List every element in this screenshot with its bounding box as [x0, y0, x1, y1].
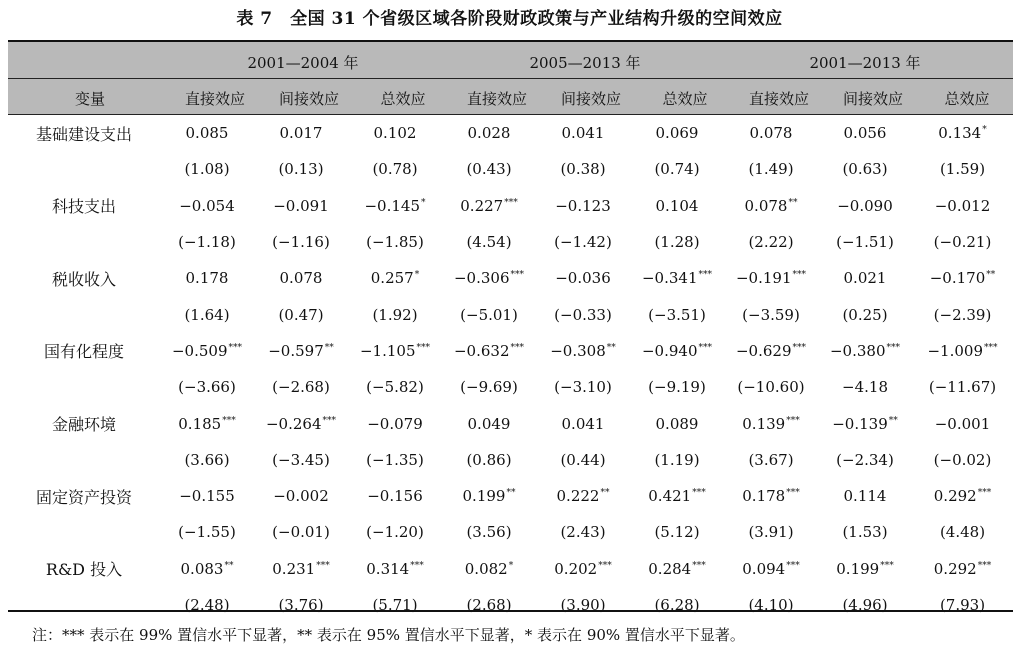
t-statistic-cell: (4.10): [748, 596, 794, 614]
t-statistic-cell: (4.48): [939, 523, 986, 542]
significance-marker: ***: [880, 560, 894, 571]
variable-name: 基础建设支出: [35, 124, 132, 144]
coefficient-cell: [348, 405, 442, 441]
empty-cell: [8, 442, 160, 478]
coefficient-row: [8, 551, 1013, 587]
t-statistic-cell: (−5.01): [460, 305, 518, 324]
column-header: 间接效应: [278, 90, 339, 108]
coefficient-cell: [818, 188, 912, 224]
coefficient-value: 0.089: [655, 414, 699, 433]
coefficient-value: 0.078: [744, 196, 788, 215]
coefficient-cell: [254, 551, 348, 587]
coefficient-cell: [348, 333, 442, 369]
t-statistic-row: [8, 514, 1013, 550]
coefficient-cell: [348, 478, 442, 514]
coefficient-cell: [630, 478, 724, 514]
significance-marker: ***: [977, 560, 992, 571]
empty-cell: [8, 514, 160, 550]
coefficient-row: [8, 260, 1013, 296]
significance-marker: *: [414, 270, 420, 281]
variable-name: 国有化程度: [43, 342, 124, 362]
significance-marker: ***: [984, 342, 998, 353]
significance-marker: ***: [222, 415, 236, 426]
coefficient-cell: [724, 260, 818, 296]
t-statistic-cell: (0.13): [278, 160, 324, 179]
t-statistic-cell: (1.92): [372, 305, 418, 324]
table-note: 注：*** 表示在 99% 置信水平下显著，** 表示在 95% 置信水平下显著，* 表示在 90% 置信水平下显著。: [32, 626, 745, 644]
t-statistic-cell: (−1.35): [366, 450, 424, 469]
significance-marker: ***: [410, 560, 424, 571]
coefficient-cell: [912, 333, 1013, 369]
t-statistic-cell: (1.64): [184, 305, 230, 324]
coefficient-value: −0.091: [273, 196, 329, 215]
significance-marker: *: [421, 197, 426, 208]
coefficient-value: 0.284: [648, 559, 692, 578]
t-statistic-cell: (−1.85): [366, 233, 424, 252]
t-statistic-cell: (−11.67): [928, 378, 997, 397]
coefficient-cell: [818, 478, 912, 514]
t-statistic-cell: (−0.01): [272, 523, 330, 542]
t-statistic-cell: (4.96): [842, 596, 888, 614]
column-header: 总效应: [380, 90, 426, 108]
coefficient-cell: [818, 551, 912, 587]
coefficient-cell: [536, 188, 630, 224]
coefficient-value: −1.009: [927, 341, 983, 360]
coefficient-value: −0.308: [550, 341, 606, 360]
t-statistic-cell: (3.67): [748, 450, 794, 469]
t-statistic-cell: (5.71): [372, 596, 418, 614]
coefficient-cell: [160, 333, 254, 369]
coefficient-cell: [442, 115, 536, 151]
t-statistic-cell: (−3.66): [178, 378, 236, 397]
t-statistic-cell: (−0.02): [933, 450, 992, 469]
t-statistic-cell: (0.74): [654, 160, 700, 179]
bottom-rule: [8, 610, 1013, 612]
t-statistic-cell: (6.28): [654, 596, 700, 614]
t-statistic-row: [8, 442, 1013, 478]
coefficient-value: −0.509: [171, 341, 228, 360]
coefficient-value: 0.421: [648, 487, 692, 506]
significance-marker: ***: [416, 342, 430, 353]
coefficient-value: −0.155: [179, 487, 235, 506]
coefficient-cell: [724, 551, 818, 587]
coefficient-value: 0.178: [742, 487, 786, 506]
t-statistic-cell: (1.08): [184, 160, 230, 179]
coefficient-cell: [160, 405, 254, 441]
t-statistic-cell: (−1.18): [178, 233, 236, 252]
coefficient-value: −0.054: [179, 196, 235, 215]
table-body: [8, 115, 1013, 623]
t-statistic-cell: (3.90): [560, 596, 606, 614]
coefficient-value: 0.257: [370, 269, 414, 288]
t-statistic-cell: (2.22): [748, 233, 794, 252]
significance-marker: ***: [792, 342, 806, 353]
t-statistic-cell: (4.54): [466, 233, 512, 252]
t-statistic-cell: (1.28): [654, 233, 700, 252]
coefficient-value: 0.134: [938, 124, 982, 143]
column-header: 间接效应: [842, 90, 903, 108]
coefficient-cell: [348, 188, 442, 224]
coefficient-value: 0.178: [185, 269, 229, 288]
coefficient-cell: [348, 115, 442, 151]
t-statistic-cell: (0.44): [560, 450, 606, 469]
coefficient-value: 0.049: [467, 414, 511, 433]
coefficient-value: −0.036: [555, 269, 611, 288]
variable-name: R&D 投入: [45, 560, 123, 580]
empty-cell: [8, 369, 160, 405]
coefficient-value: 0.085: [185, 124, 229, 143]
coefficient-value: 0.056: [843, 124, 887, 143]
coefficient-value: −0.341: [641, 269, 698, 288]
empty-cell: [8, 587, 160, 623]
coefficient-value: 0.041: [561, 124, 605, 143]
significance-marker: **: [600, 488, 610, 499]
t-statistic-row: [8, 296, 1013, 332]
coefficient-cell: [442, 333, 536, 369]
coefficient-cell: [442, 478, 536, 514]
variable-name: 税收收入: [51, 269, 116, 289]
t-statistic-cell: (3.91): [748, 523, 794, 542]
variable-name: 科技支出: [51, 197, 116, 217]
coefficient-cell: [630, 115, 724, 151]
coefficient-cell: [160, 188, 254, 224]
coefficient-cell: [630, 551, 724, 587]
coefficient-cell: [442, 551, 536, 587]
significance-marker: ***: [698, 270, 712, 281]
t-statistic-cell: (−1.55): [178, 523, 236, 542]
t-statistic-cell: (1.59): [939, 160, 986, 179]
significance-marker: ***: [692, 560, 706, 571]
t-statistic-cell: (0.25): [842, 305, 888, 324]
coefficient-value: 0.028: [467, 124, 511, 143]
t-statistic-cell: (−3.10): [554, 378, 612, 397]
coefficient-cell: [818, 260, 912, 296]
significance-marker: **: [888, 415, 898, 426]
t-statistic-cell: (−3.45): [272, 450, 330, 469]
significance-marker: **: [224, 560, 234, 571]
coefficient-cell: [724, 405, 818, 441]
significance-marker: ***: [598, 560, 612, 571]
t-statistic-cell: (−2.68): [272, 378, 330, 397]
coefficient-value: −0.001: [934, 414, 991, 433]
coefficient-value: 0.082: [464, 559, 508, 578]
empty-cell: [8, 296, 160, 332]
t-statistic-row: [8, 369, 1013, 405]
significance-marker: **: [324, 342, 334, 353]
coefficient-row: [8, 478, 1013, 514]
coefficient-cell: [536, 551, 630, 587]
coefficient-value: −0.012: [934, 196, 991, 215]
significance-marker: ***: [792, 270, 806, 281]
column-header: 总效应: [662, 90, 708, 108]
coefficient-value: 0.078: [279, 269, 323, 288]
coefficient-cell: [724, 188, 818, 224]
t-statistic-cell: −4.18: [842, 378, 888, 397]
coefficient-value: 0.227: [460, 196, 504, 215]
significance-marker: ***: [504, 197, 518, 208]
variable-name: 固定资产投资: [35, 487, 132, 507]
coefficient-value: −0.306: [453, 269, 510, 288]
coefficient-value: 0.078: [749, 124, 793, 143]
t-statistic-cell: (−10.60): [737, 378, 805, 397]
coefficient-value: −0.002: [273, 487, 329, 506]
coefficient-value: −0.632: [453, 341, 510, 360]
significance-marker: *: [982, 125, 987, 136]
coefficient-cell: [630, 333, 724, 369]
coefficient-value: 0.017: [279, 124, 323, 143]
coefficient-value: 0.021: [843, 269, 887, 288]
coefficient-value: −0.123: [555, 196, 611, 215]
t-statistic-cell: (−1.16): [272, 233, 330, 252]
coefficient-value: 0.083: [180, 559, 224, 578]
significance-marker: ***: [692, 488, 706, 499]
empty-cell: [8, 151, 160, 187]
t-statistic-cell: (0.38): [560, 160, 606, 179]
column-header: 总效应: [944, 90, 990, 108]
t-statistic-cell: (0.86): [466, 450, 512, 469]
coefficient-cell: [536, 260, 630, 296]
t-statistic-cell: (1.53): [842, 523, 888, 542]
coefficient-cell: [160, 551, 254, 587]
coefficient-value: 0.102: [373, 124, 417, 143]
period-header-2: 2005—2013 年: [529, 54, 641, 72]
coefficient-cell: [912, 260, 1013, 296]
coefficient-value: −0.264: [265, 414, 322, 433]
coefficient-cell: [818, 333, 912, 369]
coefficient-value: −0.191: [735, 269, 792, 288]
t-statistic-cell: (0.43): [466, 160, 512, 179]
t-statistic-cell: (−0.21): [933, 233, 992, 252]
coefficient-value: −0.170: [929, 269, 986, 288]
t-statistic-cell: (2.43): [560, 523, 606, 542]
t-statistic-cell: (3.66): [184, 450, 230, 469]
significance-marker: **: [986, 270, 996, 281]
coefficient-cell: [348, 260, 442, 296]
coefficient-cell: [912, 115, 1013, 151]
coefficient-value: 0.202: [554, 559, 598, 578]
column-header: 直接效应: [748, 90, 809, 108]
column-header: 直接效应: [466, 90, 527, 108]
column-header-variable: 变量: [74, 90, 105, 108]
significance-marker: ***: [228, 342, 242, 353]
t-statistic-row: [8, 587, 1013, 623]
coefficient-value: −0.139: [832, 414, 888, 433]
coefficient-value: 0.314: [366, 559, 410, 578]
significance-marker: **: [506, 488, 516, 499]
coefficient-cell: [724, 333, 818, 369]
t-statistic-row: [8, 151, 1013, 187]
t-statistic-cell: (−2.39): [933, 305, 992, 324]
significance-marker: ***: [977, 488, 992, 499]
coefficient-cell: [536, 405, 630, 441]
coefficient-cell: [912, 551, 1013, 587]
coefficient-value: 0.041: [561, 414, 605, 433]
coefficient-cell: [442, 188, 536, 224]
coefficient-value: −0.597: [268, 341, 324, 360]
t-statistic-cell: (−1.51): [836, 233, 894, 252]
coefficient-row: [8, 405, 1013, 441]
column-header: 间接效应: [560, 90, 621, 108]
coefficient-value: −0.629: [735, 341, 792, 360]
coefficient-cell: [160, 478, 254, 514]
coefficient-value: 0.231: [272, 559, 316, 578]
coefficient-cell: [160, 115, 254, 151]
t-statistic-cell: (1.19): [654, 450, 700, 469]
coefficient-cell: [254, 115, 348, 151]
t-statistic-cell: (−9.19): [648, 378, 706, 397]
significance-marker: ***: [510, 342, 524, 353]
coefficient-row: [8, 333, 1013, 369]
t-statistic-cell: (0.47): [278, 305, 324, 324]
significance-marker: ***: [316, 560, 330, 571]
coefficient-value: −0.090: [837, 196, 893, 215]
t-statistic-cell: (−5.82): [366, 378, 424, 397]
period-header-3: 2001—2013 年: [809, 54, 921, 72]
coefficient-cell: [348, 551, 442, 587]
significance-marker: ***: [698, 342, 712, 353]
t-statistic-cell: (−3.59): [742, 305, 800, 324]
significance-marker: ***: [322, 415, 336, 426]
t-statistic-cell: (0.78): [372, 160, 418, 179]
coefficient-value: 0.222: [556, 487, 600, 506]
coefficient-value: 0.292: [933, 487, 977, 506]
results-table: [8, 115, 1013, 623]
coefficient-value: 0.114: [843, 487, 887, 506]
significance-marker: **: [788, 197, 798, 208]
coefficient-row: [8, 115, 1013, 151]
t-statistic-cell: (2.48): [184, 596, 230, 614]
t-statistic-cell: (2.68): [466, 596, 512, 614]
coefficient-row: [8, 188, 1013, 224]
coefficient-value: −0.940: [641, 341, 698, 360]
coefficient-cell: [630, 405, 724, 441]
variable-name: 金融环境: [51, 415, 116, 435]
coefficient-cell: [724, 115, 818, 151]
significance-marker: *: [508, 560, 514, 571]
significance-marker: ***: [886, 342, 900, 353]
coefficient-cell: [254, 333, 348, 369]
coefficient-cell: [630, 260, 724, 296]
t-statistic-row: [8, 224, 1013, 260]
t-statistic-cell: (−9.69): [460, 378, 518, 397]
coefficient-value: −1.105: [359, 341, 416, 360]
t-statistic-cell: (3.56): [466, 523, 512, 542]
coefficient-value: 0.139: [742, 414, 786, 433]
t-statistic-cell: (7.93): [939, 596, 986, 614]
header-divider: [8, 78, 1013, 79]
coefficient-cell: [912, 478, 1013, 514]
coefficient-cell: [254, 188, 348, 224]
significance-marker: ***: [786, 488, 800, 499]
coefficient-value: 0.199: [836, 559, 880, 578]
significance-marker: ***: [786, 415, 800, 426]
coefficient-value: −0.156: [367, 487, 423, 506]
coefficient-value: 0.199: [462, 487, 506, 506]
coefficient-cell: [912, 188, 1013, 224]
t-statistic-cell: (0.63): [842, 160, 888, 179]
coefficient-cell: [536, 333, 630, 369]
t-statistic-cell: (−1.42): [554, 233, 612, 252]
coefficient-cell: [442, 260, 536, 296]
coefficient-cell: [254, 405, 348, 441]
coefficient-value: 0.185: [178, 414, 222, 433]
coefficient-cell: [912, 405, 1013, 441]
coefficient-cell: [630, 188, 724, 224]
t-statistic-cell: (−0.33): [554, 305, 612, 324]
coefficient-value: 0.292: [933, 559, 977, 578]
t-statistic-cell: (1.49): [748, 160, 794, 179]
coefficient-cell: [254, 478, 348, 514]
t-statistic-cell: (−3.51): [648, 305, 706, 324]
coefficient-value: 0.094: [742, 559, 786, 578]
t-statistic-cell: (−1.20): [366, 523, 424, 542]
coefficient-cell: [442, 405, 536, 441]
coefficient-cell: [536, 478, 630, 514]
t-statistic-cell: (5.12): [654, 523, 700, 542]
coefficient-cell: [818, 115, 912, 151]
coefficient-cell: [254, 260, 348, 296]
coefficient-cell: [160, 260, 254, 296]
column-header: 直接效应: [184, 90, 245, 108]
period-header-1: 2001—2004 年: [247, 54, 359, 72]
significance-marker: ***: [510, 270, 524, 281]
coefficient-value: −0.145: [364, 196, 420, 215]
significance-marker: **: [606, 342, 616, 353]
coefficient-value: 0.069: [655, 124, 699, 143]
empty-cell: [8, 224, 160, 260]
coefficient-cell: [536, 115, 630, 151]
coefficient-cell: [724, 478, 818, 514]
t-statistic-cell: (3.76): [278, 596, 324, 614]
table-title: 表 7 全国 31 个省级区域各阶段财政政策与产业结构升级的空间效应: [236, 9, 783, 29]
t-statistic-cell: (−2.34): [836, 450, 894, 469]
significance-marker: ***: [786, 560, 800, 571]
coefficient-value: −0.380: [829, 341, 886, 360]
coefficient-cell: [818, 405, 912, 441]
coefficient-value: −0.079: [367, 414, 423, 433]
coefficient-value: 0.104: [655, 196, 699, 215]
